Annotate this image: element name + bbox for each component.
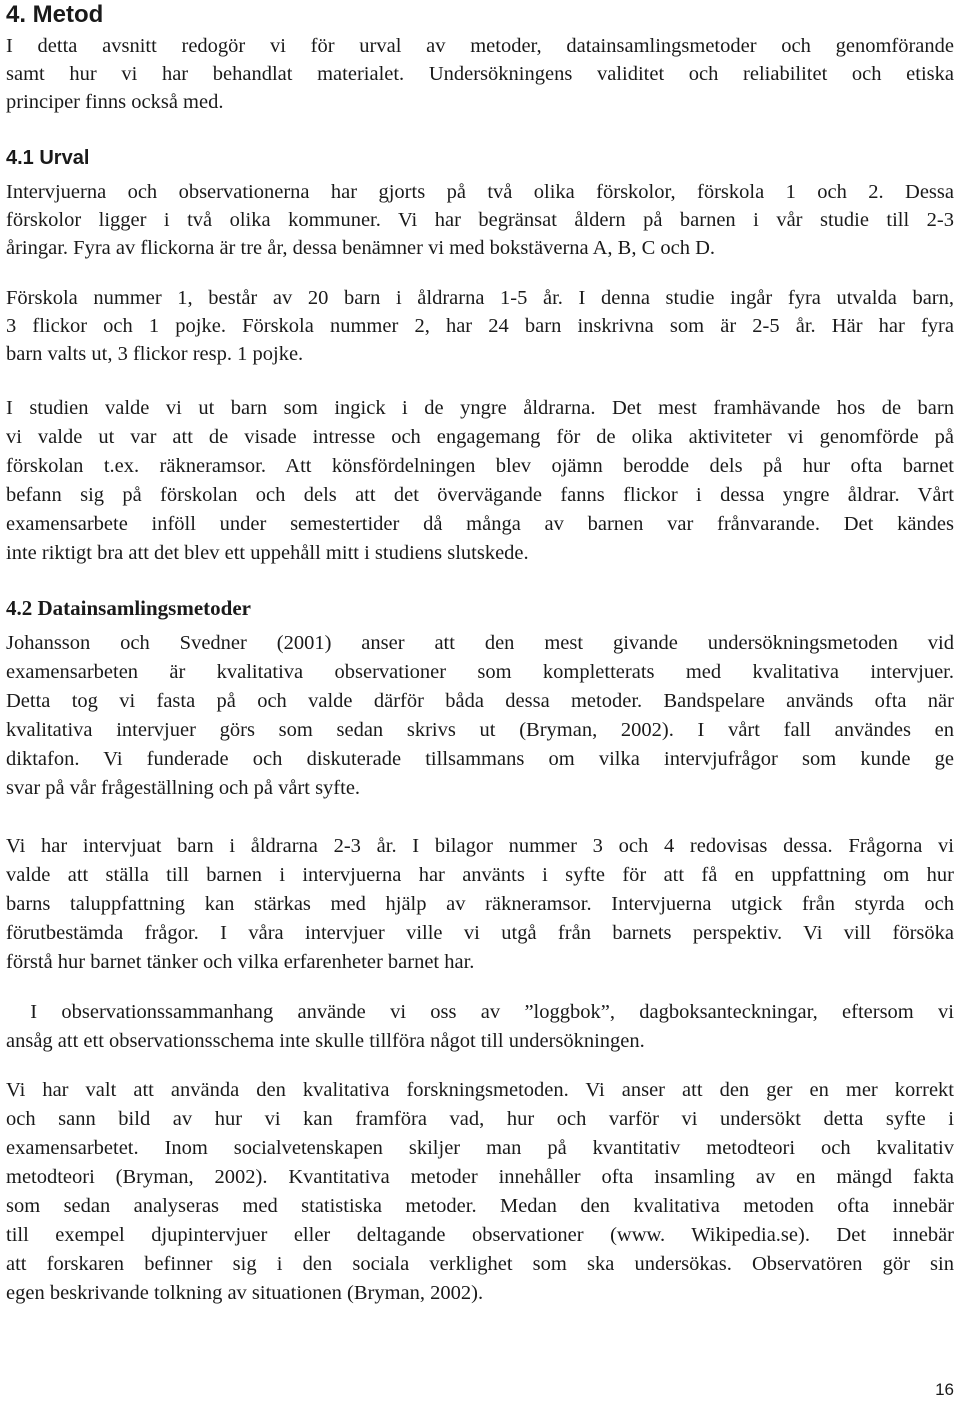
paragraph-line: metodteori (Bryman, 2002). Kvantitativa metoder innehåller ofta insamling av en mängd fakta xyxy=(6,1166,954,1188)
paragraph-line: inte riktigt bra att det blev ett uppehåll mitt i studiens slutskede. xyxy=(6,542,529,564)
paragraph-line: svar på vår frågeställning och på vårt syfte. xyxy=(6,777,361,799)
paragraph-line: Förskola nummer 1, består av 20 barn i åldrarna 1-5 år. I denna studie ingår fyra utvalda barn, xyxy=(6,287,954,309)
paragraph-line: valde att ställa till barnen i intervjuerna har använts i syfte för att få en uppfattning om hur xyxy=(6,864,954,886)
paragraph-line: vi valde ut var att de visade intresse och engagemang för de olika aktiviteter vi genomförde på xyxy=(6,426,954,448)
subsection-title-urval: 4.1 Urval xyxy=(6,147,90,169)
page-number: 16 xyxy=(935,1380,954,1399)
paragraph-line: Vi har valt att använda den kvalitativa forskningsmetoden. Vi anser att den ger en mer korrekt xyxy=(6,1079,954,1101)
paragraph-line: att forskaren befinner sig i den sociala verklighet som ska undersökas. Observatören gör sin xyxy=(6,1253,954,1275)
paragraph-line: I observationssammanhang använde vi oss av ”loggbok”, dagboksanteckningar, eftersom vi xyxy=(6,1001,954,1023)
paragraph-line: och sann bild av hur vi kan framföra vad, hur och varför vi undersökt detta syfte i xyxy=(6,1108,954,1130)
paragraph-line: diktafon. Vi funderade och diskuterade tillsammans om vilka intervjufrågor som kunde ge xyxy=(6,748,954,770)
paragraph-line: Intervjuerna och observationerna har gjorts på två olika förskolor, förskola 1 och 2. Dessa xyxy=(6,181,954,203)
paragraph-line: åringar. Fyra av flickorna är tre år, dessa benämner vi med bokstäverna A, B, C och D. xyxy=(6,237,716,259)
paragraph-line: befann sig på förskolan och dels att det övervägande fanns flickor i dessa yngre åldrar. Vårt xyxy=(6,484,954,506)
paragraph-line: 3 flickor och 1 pojke. Förskola nummer 2, har 24 barn inskrivna som är 2-5 år. Här har fyra xyxy=(6,315,954,337)
intro-line: samt hur vi har behandlat materialet. Undersökningens validitet och reliabilitet och etiska xyxy=(6,63,954,85)
paragraph-line: Vi har intervjuat barn i åldrarna 2-3 år. I bilagor nummer 3 och 4 redovisas dessa. Frågorna vi xyxy=(6,835,954,857)
paragraph-line: förskolor ligger i två olika kommuner. Vi har begränsat åldern på barnen i vår studie till 2-3 xyxy=(6,209,954,231)
paragraph-line: förutbestämda frågor. I våra intervjuer ville vi utgå från barnets perspektiv. Vi vill försöka xyxy=(6,922,954,944)
paragraph-line: till exempel djupintervjuer eller deltagande observationer (www. Wikipedia.se). Det innebär xyxy=(6,1224,954,1246)
paragraph-line: Detta tog vi fasta på och valde därför båda dessa metoder. Bandspelare används ofta när xyxy=(6,690,954,712)
paragraph-line: som sedan analyseras med statistiska metoder. Medan den kvalitativa metoden ofta innebär xyxy=(6,1195,954,1217)
paragraph-line: examensarbete inföll under semestertider då många av barnen var frånvarande. Det kändes xyxy=(6,513,954,535)
paragraph-line: förskolan t.ex. räkneramsor. Att könsfördelningen blev ojämn berodde dels på hur ofta barnet xyxy=(6,455,954,477)
paragraph-line: barn valts ut, 3 flickor resp. 1 pojke. xyxy=(6,343,304,365)
paragraph-line: I studien valde vi ut barn som ingick i de yngre åldrarna. Det mest framhävande hos de barn xyxy=(6,397,954,419)
intro-line: principer finns också med. xyxy=(6,91,224,113)
paragraph-line: examensarbetet. Inom socialvetenskapen skiljer man på kvantitativ metodteori och kvalitativ xyxy=(6,1137,954,1159)
paragraph-line: examensarbeten är kvalitativa observationer som kompletterats med kvalitativa intervjuer. xyxy=(6,661,954,683)
paragraph-line: barns taluppfattning kan stärkas med hjälp av räkneramsor. Intervjuerna utgick från styrda och xyxy=(6,893,954,915)
paragraph-line: egen beskrivande tolkning av situationen (Bryman, 2002). xyxy=(6,1282,484,1304)
subsection-title-datainsamling: 4.2 Datainsamlingsmetoder xyxy=(6,596,251,620)
section-heading: 4. Metod xyxy=(6,1,104,28)
paragraph-line: ansåg att ett observationsschema inte skulle tillföra något till undersökningen. xyxy=(6,1030,645,1052)
paragraph-line: kvalitativa intervjuer görs som sedan skrivs ut (Bryman, 2002). I vårt fall användes en xyxy=(6,719,954,741)
paragraph-line: Johansson och Svedner (2001) anser att den mest givande undersökningsmetoden vid xyxy=(6,632,954,654)
paragraph-line: förstå hur barnet tänker och vilka erfarenheter barnet har. xyxy=(6,951,475,973)
intro-line: I detta avsnitt redogör vi för urval av metoder, datainsamlingsmetoder och genomförande xyxy=(6,35,954,57)
